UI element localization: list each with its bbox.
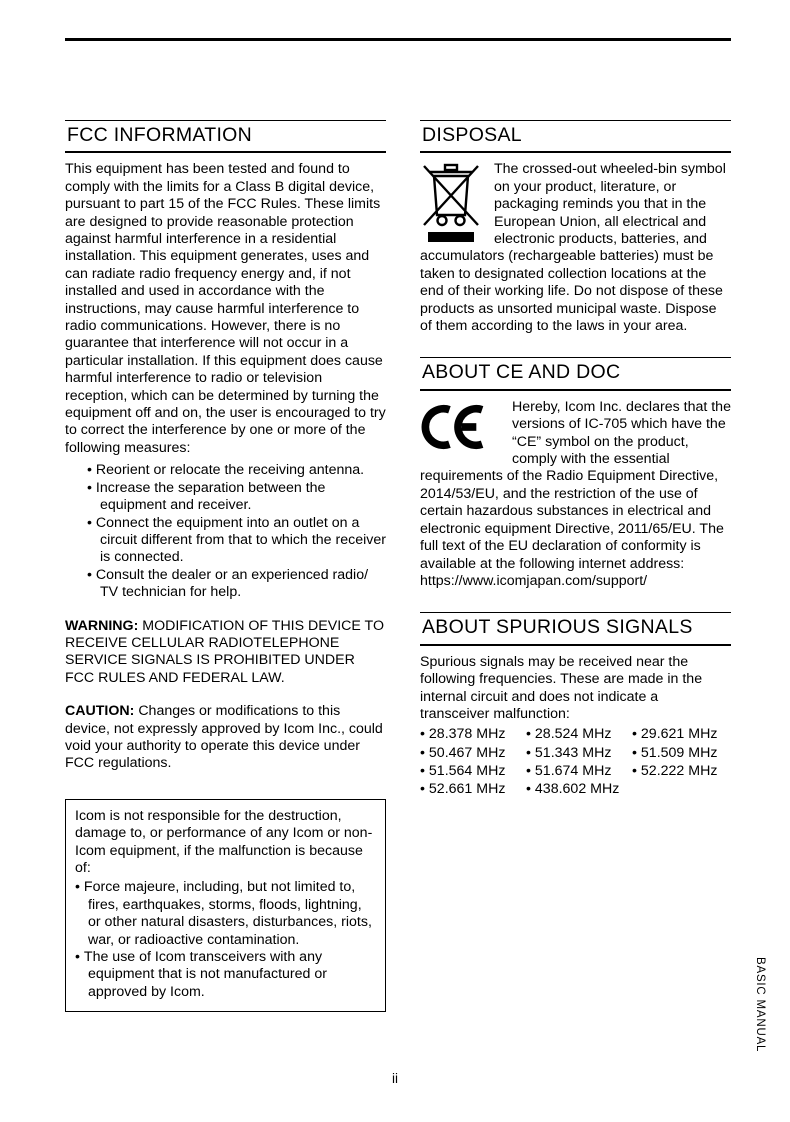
frequency-item: • 52.222 MHz xyxy=(632,763,731,781)
disposal-body-text: The crossed-out wheeled-bin symbol on your product, literature, or packaging reminds you that in the European Union, all electrical and electronic products, batteries, and accumulators (rechargeable batteries) must be taken to designated collection locations at the end of their working life. Do not dispose of these products as unsorted municipal waste. Dispose of them according to the laws in your area. xyxy=(420,161,726,335)
list-item: • Increase the separation between the equipment and receiver. xyxy=(87,480,386,515)
frequency-item: • 50.467 MHz xyxy=(420,745,526,763)
spurious-section-title: ABOUT SPURIOUS SIGNALS xyxy=(420,612,731,645)
liability-list xyxy=(75,879,376,1001)
ce-mark-icon xyxy=(420,403,500,451)
ce-doc-body-text: Hereby, Icom Inc. declares that the versions of IC-705 which have the “CE” symbol on the product, comply with the essential requirements of the Radio Equipment Directive, 2014/53/EU, and the restriction of the use of certain hazardous substances in electrical and electronic equipment Directive, 2011/65/EU. The full text of the EU declaration of conformity is available at the following internet address: xyxy=(420,398,731,572)
warning-notice xyxy=(65,618,386,688)
fcc-section-title: FCC INFORMATION xyxy=(65,120,386,153)
frequency-item: • 51.509 MHz xyxy=(632,745,731,763)
right-column xyxy=(420,120,731,821)
frequency-item: • 52.661 MHz xyxy=(420,781,526,799)
spurious-body-paragraph: Spurious signals may be received near the following frequencies. These are made in the internal circuit and does not indicate a transceiver malfunction: xyxy=(420,653,703,722)
caution-notice xyxy=(65,703,386,773)
disposal-content xyxy=(420,161,731,335)
frequency-item: • 28.524 MHz xyxy=(526,726,632,744)
fcc-body-paragraph: This equipment has been tested and found to comply with the limits for a Class B digital device, pursuant to part 15 of the FCC Rules. These limits are designed to provide reasonable protection against harmful interference in a residential installation. This equipment generates, uses and can radiate radio frequency energy and, if not installed and used in accordance with the instructions, may cause harmful interference to radio communications. However, there is no guarantee that interference will not occur in a particular installation. If this equipment does cause harmful interference to radio or television reception, which can be determined by turning the equipment off and on, the user is encouraged to try to correct the interference by one or more of the following measures: xyxy=(65,161,386,456)
frequency-item: • 28.378 MHz xyxy=(420,726,526,744)
warning-text: MODIFICATION OF THIS DEVICE TO RECEIVE CELLULAR RADIOTELEPHONE SERVICE SIGNALS IS PROHIBITED UNDER FCC RULES AND FEDERAL LAW. xyxy=(65,617,384,686)
page-number: ii xyxy=(392,1071,398,1086)
liability-notice-box xyxy=(65,799,386,1012)
frequency-item: • 51.564 MHz xyxy=(420,763,526,781)
list-item: • Reorient or relocate the receiving antenna. xyxy=(87,462,386,479)
section-disposal xyxy=(420,120,731,335)
ce-doc-content xyxy=(420,399,731,590)
weee-crossed-out-wheeled-bin-icon xyxy=(420,163,482,245)
list-item: • Connect the equipment into an outlet on a circuit different from that to which the receiver is connected. xyxy=(87,515,386,567)
warning-label: WARNING: xyxy=(65,617,139,634)
frequency-item: • 51.674 MHz xyxy=(526,763,632,781)
ce-doc-url[interactable]: https://www.icomjapan.com/support/ xyxy=(420,572,648,589)
spurious-frequency-list xyxy=(420,726,731,799)
disposal-section-title: DISPOSAL xyxy=(420,120,731,153)
list-item: • Force majeure, including, but not limited to, fires, earthquakes, storms, floods, lightning, or other natural disasters, disturbances, riots, war, or radioactive contamination. xyxy=(75,879,376,949)
left-column xyxy=(65,120,386,1012)
list-item: • The use of Icom transceivers with any equipment that is not manufactured or approved by Icom. xyxy=(75,949,376,1001)
frequency-item: • 51.343 MHz xyxy=(526,745,632,763)
caution-text: Changes or modifications to this device, not expressly approved by Icom Inc., could void your authority to operate this device under FCC regulations. xyxy=(65,703,383,772)
caution-label: CAUTION: xyxy=(65,703,135,720)
fcc-measures-list xyxy=(65,462,386,601)
section-about-ce-and-doc xyxy=(420,357,731,590)
list-item: • Consult the dealer or an experienced radio/ TV technician for help. xyxy=(87,567,386,602)
liability-intro: Icom is not responsible for the destruction, damage to, or performance of any Icom or non-Icom equipment, if the malfunction is because of: xyxy=(75,807,373,877)
frequency-item: • 29.621 MHz xyxy=(632,726,731,744)
section-about-spurious-signals xyxy=(420,612,731,799)
frequency-item: • 438.602 MHz xyxy=(526,781,632,799)
page-top-rule xyxy=(65,38,731,41)
section-fcc-information xyxy=(65,120,386,773)
side-label-basic-manual: BASIC MANUAL xyxy=(754,956,766,1052)
two-column-layout xyxy=(65,120,731,1012)
ce-doc-section-title: ABOUT CE AND DOC xyxy=(420,357,731,390)
